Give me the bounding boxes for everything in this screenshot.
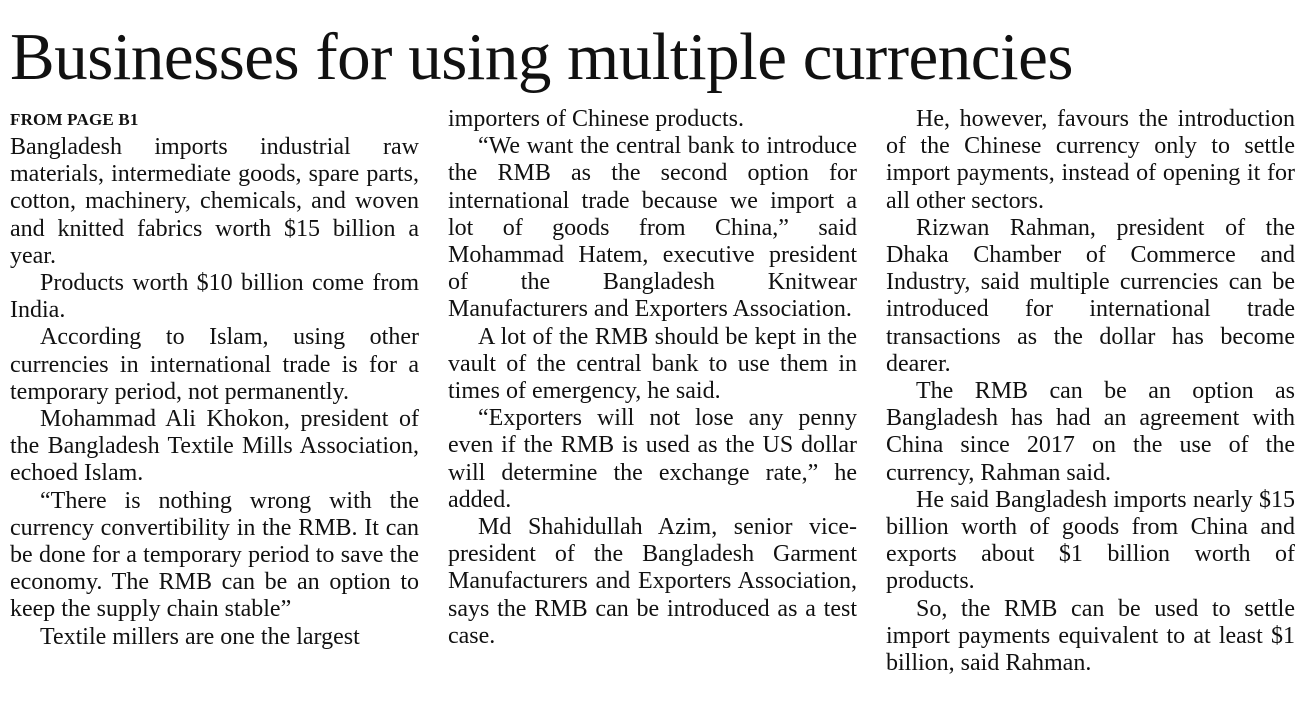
jump-line: FROM PAGE B1	[10, 110, 139, 129]
article-column-1	[10, 106, 419, 651]
article-column-3	[886, 106, 1295, 677]
paragraph: The RMB can be an option as Bangladesh has had an agreement with China since 2017 on the use of the currency, Rahman said.	[886, 378, 1295, 486]
paragraph: Bangladesh imports industrial raw materials, intermediate goods, spare parts, cotton, machinery, chemicals, and woven and knitted fabrics worth $15 billion a year.	[10, 134, 419, 269]
paragraph: According to Islam, using other currencies in international trade is for a temporary period, not permanently.	[10, 324, 419, 405]
paragraph: Textile millers are one the largest	[40, 623, 360, 650]
paragraph: “We want the central bank to introduce the RMB as the second option for international trade because we import a lot of goods from China,” said Mohammad Hatem, executive president of the Bangladesh Knitwear Manufacturers and Exporters Association.	[448, 133, 857, 323]
paragraph: “There is nothing wrong with the currency convertibility in the RMB. It can be done for a temporary period to save the economy. The RMB can be an option to keep the supply chain stable”	[10, 487, 419, 623]
paragraph: Mohammad Ali Khokon, president of the Bangladesh Textile Mills Association, echoed Islam.	[10, 406, 419, 487]
paragraph: He said Bangladesh imports nearly $15 billion worth of goods from China and exports about $1 billion worth of products.	[886, 486, 1295, 595]
headline: Businesses for using multiple currencies	[10, 20, 1073, 94]
paragraph: So, the RMB can be used to settle import payments equivalent to at least $1 billion, said Rahman.	[886, 595, 1295, 677]
article-column-2	[448, 106, 857, 650]
paragraph: Md Shahidullah Azim, senior vice-president of the Bangladesh Garment Manufacturers and Exporters Association, says the RMB can be introduced as a test case.	[448, 514, 857, 649]
paragraph: “Exporters will not lose any penny even if the RMB is used as the US dollar will determine the exchange rate,” he added.	[448, 405, 857, 513]
paragraph: Rizwan Rahman, president of the Dhaka Chamber of Commerce and Industry, said multiple currencies can be introduced for international trade transactions as the dollar has become dearer.	[886, 214, 1295, 377]
paragraph: A lot of the RMB should be kept in the vault of the central bank to use them in times of emergency, he said.	[448, 323, 857, 405]
paragraph: He, however, favours the introduction of the Chinese currency only to settle import payments, instead of opening it for all other sectors.	[886, 106, 1295, 214]
paragraph: importers of Chinese products.	[448, 106, 744, 132]
paragraph: Products worth $10 billion come from India.	[10, 270, 419, 324]
